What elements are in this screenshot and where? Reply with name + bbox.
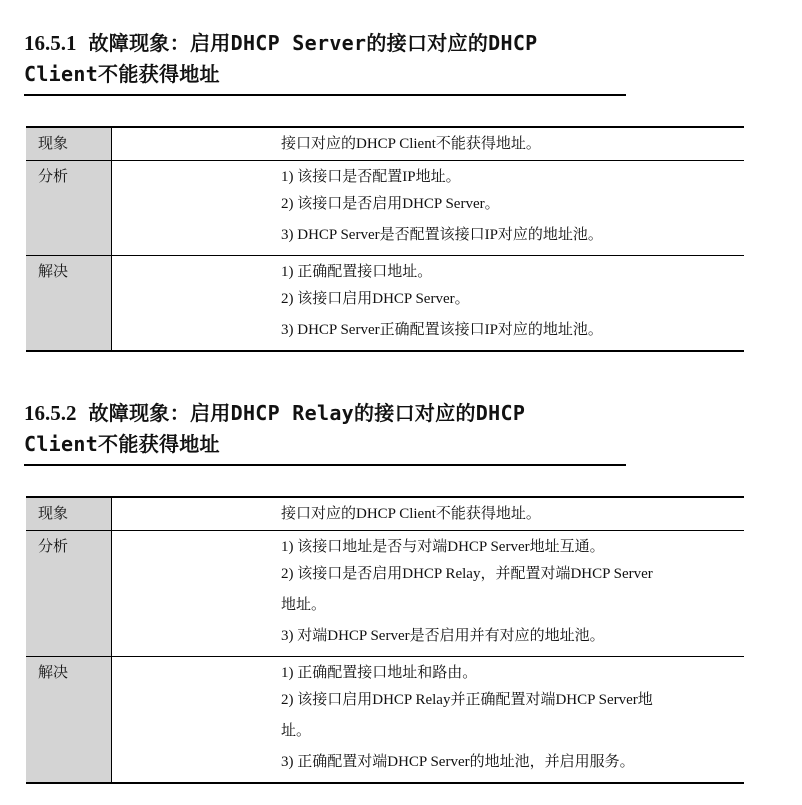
row-label: 现象 (26, 127, 112, 161)
content-line: 1) 正确配置接口地址和路由。 (281, 665, 478, 681)
content-line: 2) 该接口启用DHCP Relay并正确配置对端DHCP Server地 (281, 692, 653, 708)
section-16-5-2 (24, 398, 746, 784)
row-label: 分析 (26, 531, 112, 657)
section-title-line1: 故障现象：启用DHCP Relay的接口对应的DHCP (88, 401, 526, 425)
content-line: 3) DHCP Server是否配置该接口IP对应的地址池。 (281, 227, 603, 243)
content-line: 2) 该接口启用DHCP Server。 (281, 291, 470, 307)
content-line: 1) 该接口是否配置IP地址。 (281, 169, 461, 185)
table-row-analysis (26, 531, 744, 657)
content-line: 接口对应的DHCP Client不能获得地址。 (281, 136, 541, 152)
table-row-symptom (26, 127, 744, 161)
content-line: 接口对应的DHCP Client不能获得地址。 (281, 506, 541, 522)
content-line: 2) 该接口是否启用DHCP Relay，并配置对端DHCP Server (281, 566, 653, 582)
section-number: 16.5.1 (24, 31, 77, 55)
section-16-5-1 (24, 28, 746, 352)
row-content (112, 127, 745, 161)
row-content (112, 256, 745, 352)
content-line: 3) 正确配置对端DHCP Server的地址池，并启用服务。 (281, 754, 635, 770)
table-row-solution (26, 657, 744, 784)
section-title-line1: 故障现象：启用DHCP Server的接口对应的DHCP (88, 31, 538, 55)
section-number: 16.5.2 (24, 401, 77, 425)
section-title-line2: Client不能获得地址 (24, 62, 220, 86)
section-title-line2: Client不能获得地址 (24, 432, 220, 456)
table-row-analysis (26, 161, 744, 256)
row-content (112, 161, 745, 256)
fault-table (26, 496, 744, 784)
content-line: 3) DHCP Server正确配置该接口IP对应的地址池。 (281, 322, 603, 338)
content-line: 2) 该接口是否启用DHCP Server。 (281, 196, 500, 212)
row-content (112, 497, 745, 531)
row-label: 解决 (26, 657, 112, 784)
content-line: 1) 正确配置接口地址。 (281, 264, 433, 280)
row-content (112, 657, 745, 784)
row-content (112, 531, 745, 657)
content-line: 3) 对端DHCP Server是否启用并有对应的地址池。 (281, 628, 605, 644)
table-row-symptom (26, 497, 744, 531)
content-line: 地址。 (281, 597, 327, 613)
content-line: 1) 该接口地址是否与对端DHCP Server地址互通。 (281, 539, 605, 555)
row-label: 解决 (26, 256, 112, 352)
content-line: 址。 (281, 723, 312, 739)
section-heading (24, 28, 626, 96)
row-label: 现象 (26, 497, 112, 531)
row-label: 分析 (26, 161, 112, 256)
section-heading (24, 398, 626, 466)
fault-table (26, 126, 744, 352)
table-row-solution (26, 256, 744, 352)
